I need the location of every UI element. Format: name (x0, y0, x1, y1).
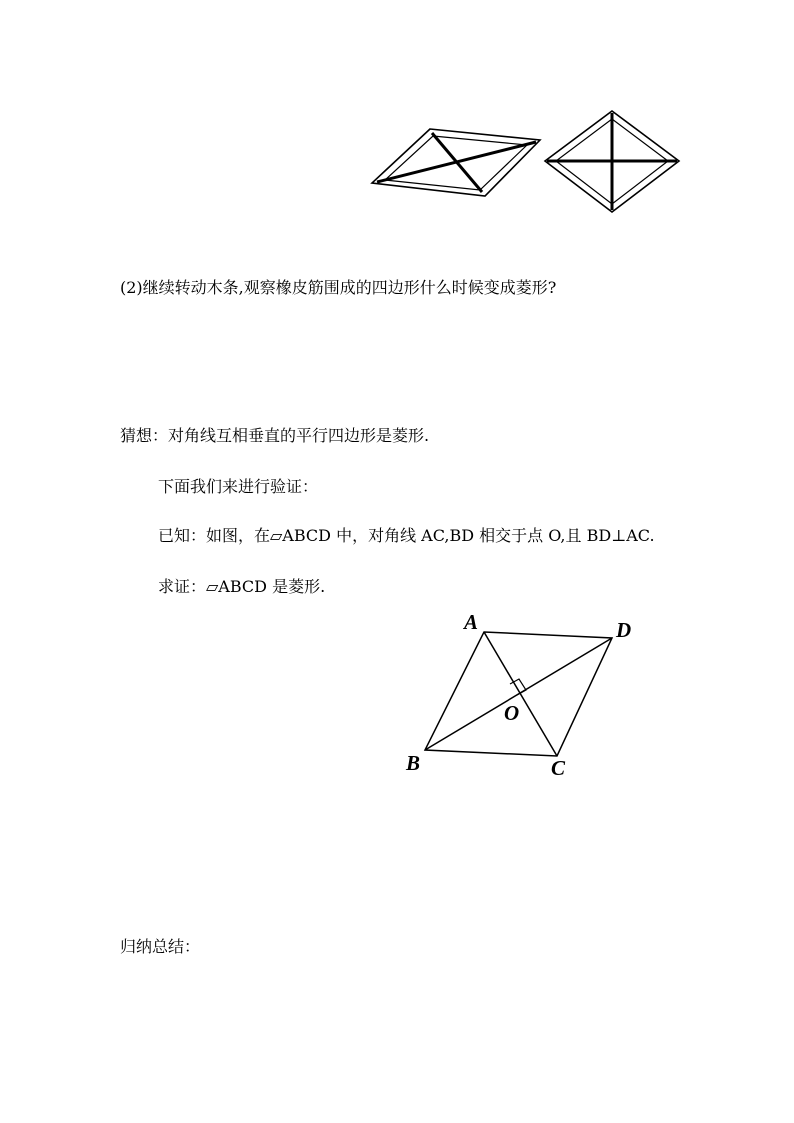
label-d: D (616, 618, 632, 642)
label-b: B (406, 751, 421, 775)
label-c: C (551, 756, 566, 780)
conjecture: 猜想：对角线互相垂直的平行四边形是菱形. (120, 426, 430, 445)
label-a: A (464, 610, 479, 634)
verification-intro: 下面我们来进行验证： (158, 477, 319, 496)
summary-title: 归纳总结： (120, 937, 201, 956)
given-statement: 已知：如图，在▱ABCD 中，对角线 AC,BD 相交于点 O,且 BD⊥AC. (158, 526, 655, 545)
question-2: (2)继续转动木条,观察橡皮筋围成的四边形什么时候变成菱形? (120, 278, 557, 297)
prove-statement: 求证：▱ABCD 是菱形. (158, 577, 326, 596)
label-o: O (504, 701, 520, 725)
diagonal-ac (484, 632, 557, 756)
